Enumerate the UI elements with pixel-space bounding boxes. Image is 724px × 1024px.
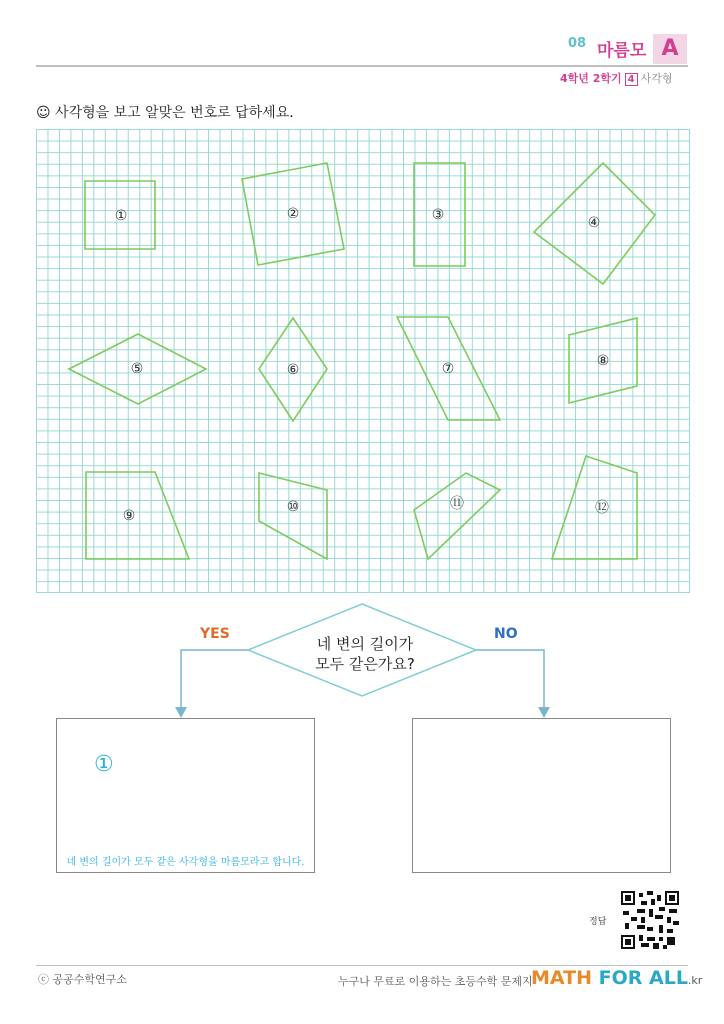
- unit-number: 4: [625, 73, 638, 86]
- shape-label-10: ⑩: [286, 499, 300, 515]
- shape-label-12: ⑫: [595, 500, 609, 516]
- yes-answer-box[interactable]: [56, 718, 315, 873]
- course-info: [560, 70, 673, 86]
- yes-answer-value: ①: [94, 752, 114, 777]
- no-answer-box[interactable]: [412, 718, 671, 873]
- shape-label-5: ⑤: [130, 361, 144, 377]
- brand-tld: .kr: [687, 974, 703, 987]
- level-badge: A: [653, 34, 687, 64]
- shape-label-9: ⑨: [122, 508, 136, 524]
- worksheet-title: 마름모: [597, 41, 647, 61]
- shape-label-8: ⑧: [596, 353, 610, 369]
- header-divider: [36, 65, 688, 67]
- footer-tagline: 누구나 무료로 이용하는 초등수학 문제지: [338, 975, 533, 988]
- answer-key-label: 정답: [589, 917, 607, 927]
- shape-11: [414, 473, 500, 559]
- shape-9: [86, 472, 189, 559]
- no-label: NO: [494, 626, 518, 642]
- shape-label-6: ⑥: [286, 362, 300, 378]
- shape-10: [259, 473, 327, 559]
- yes-label: YES: [200, 626, 230, 642]
- footer-divider: [36, 965, 688, 966]
- shape-label-11: ⑪: [450, 496, 464, 512]
- shape-label-3: ③: [431, 207, 445, 223]
- question-line-2: 모두 같은가요?: [315, 655, 415, 673]
- copyright-text: ⓒ 공공수학연구소: [38, 973, 127, 986]
- shape-label-2: ②: [286, 206, 300, 222]
- unit-name: 사각형: [640, 72, 673, 85]
- quadrilateral-shapes: [36, 129, 690, 593]
- no-arrowhead: [538, 707, 550, 718]
- shape-label-4: ④: [587, 215, 601, 231]
- yes-arrowhead: [175, 707, 187, 718]
- shape-label-1: ①: [114, 208, 128, 224]
- answer-qr-code-icon[interactable]: [621, 891, 679, 949]
- grade-semester: 4학년 2학기: [560, 72, 622, 85]
- brand-forall: FOR ALL: [598, 967, 688, 989]
- instruction-text: ☺ 사각형을 보고 알맞은 번호로 답하세요.: [36, 105, 294, 121]
- yes-answer-note: 네 변의 길이가 모두 같은 사각형을 마름모라고 합니다.: [66, 857, 305, 868]
- brand-math: MATH: [531, 967, 592, 989]
- worksheet-number: 08: [568, 36, 587, 51]
- yes-arrow-line: [181, 650, 248, 710]
- flowchart-question: [270, 634, 460, 674]
- brand-logo[interactable]: [531, 967, 702, 989]
- shape-label-7: ⑦: [441, 361, 455, 377]
- no-arrow-line: [476, 650, 544, 710]
- question-line-1: 네 변의 길이가: [316, 635, 414, 653]
